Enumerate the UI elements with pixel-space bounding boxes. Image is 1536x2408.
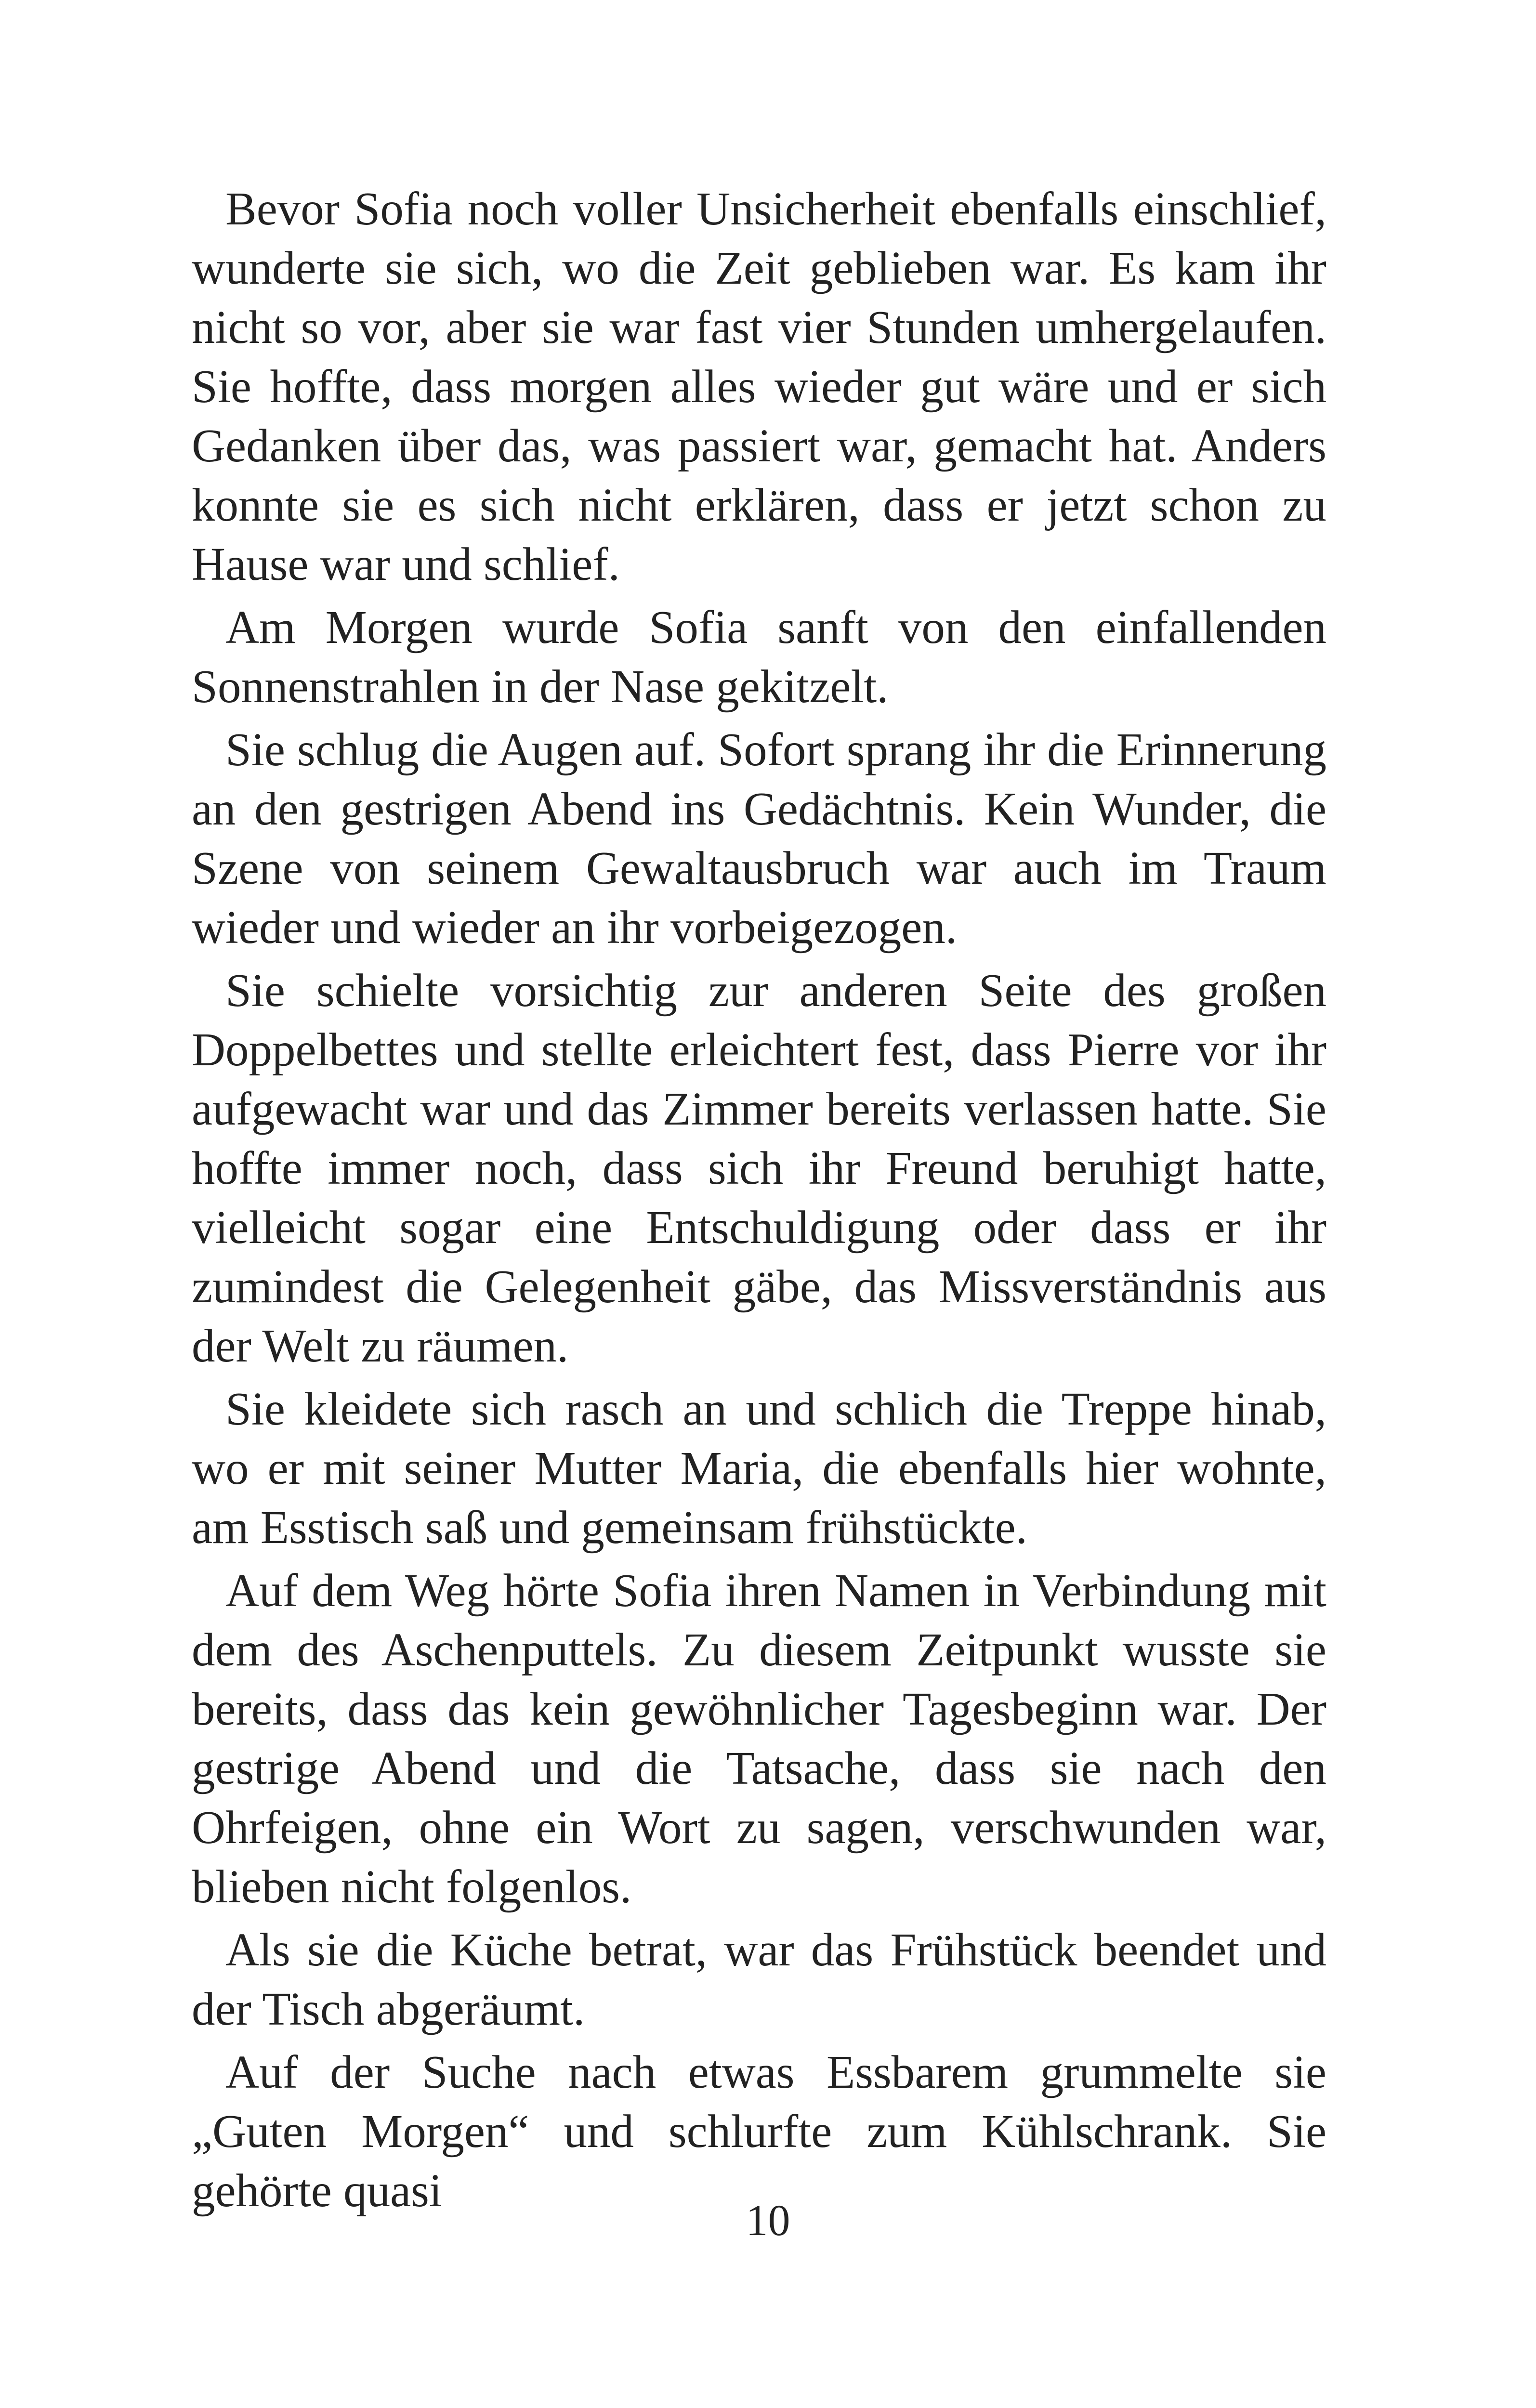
paragraph: Sie kleidete sich rasch an und schlich die Treppe hinab, wo er mit seiner Mutter Maria, die ebenfalls hier wohnte, am Esstisch saß und gemeinsam frühstückte. [192, 1383, 1326, 1553]
body-text [192, 179, 1326, 2224]
paragraph: Sie schlug die Augen auf. Sofort sprang ihr die Erinnerung an den gestrigen Abend ins Gedächtnis. Kein Wunder, die Szene von seinem Gewaltausbruch war auch im Traum wieder und wieder an ihr vorbeigezogen. [192, 724, 1326, 953]
paragraph: Bevor Sofia noch voller Unsicherheit ebenfalls einschlief, wunderte sie sich, wo die Zeit geblieben war. Es kam ihr nicht so vor, aber sie war fast vier Stunden umhergelaufen. Sie hoffte, dass morgen alles wieder gut wäre und er sich Gedanken über das, was passiert war, gemacht hat. Anders konnte sie es sich nicht erklären, dass er jetzt schon zu Hause war und schlief. [192, 183, 1326, 590]
paragraph: Auf dem Weg hörte Sofia ihren Namen in Verbindung mit dem des Aschenputtels. Zu diesem Zeitpunkt wusste sie bereits, dass das kein gewöhnlicher Tagesbeginn war. Der gestrige Abend und die Tatsache, dass sie nach den Ohrfeigen, ohne ein Wort zu sagen, verschwunden war, blieben nicht folgenlos. [192, 1565, 1326, 1912]
paragraph: Sie schielte vorsichtig zur anderen Seite des großen Doppelbettes und stellte erleichtert fest, dass Pierre vor ihr aufgewacht war und das Zimmer bereits verlassen hatte. Sie hoffte immer noch, dass sich ihr Freund beruhigt hatte, vielleicht sogar eine Entschuldigung oder dass er ihr zumindest die Gelegenheit gäbe, das Missverständnis aus der Welt zu räumen. [192, 965, 1326, 1372]
page-number: 10 [746, 2196, 790, 2245]
paragraph: Als sie die Küche betrat, war das Frühstück beendet und der Tisch abgeräumt. [192, 1924, 1326, 2035]
paragraph: Auf der Suche nach etwas Essbarem grummelte sie „Guten Morgen“ und schlurfte zum Kühlschrank. Sie gehörte quasi [192, 2046, 1326, 2216]
paragraph: Am Morgen wurde Sofia sanft von den einfallenden Sonnenstrahlen in der Nase gekitzelt. [192, 602, 1326, 712]
